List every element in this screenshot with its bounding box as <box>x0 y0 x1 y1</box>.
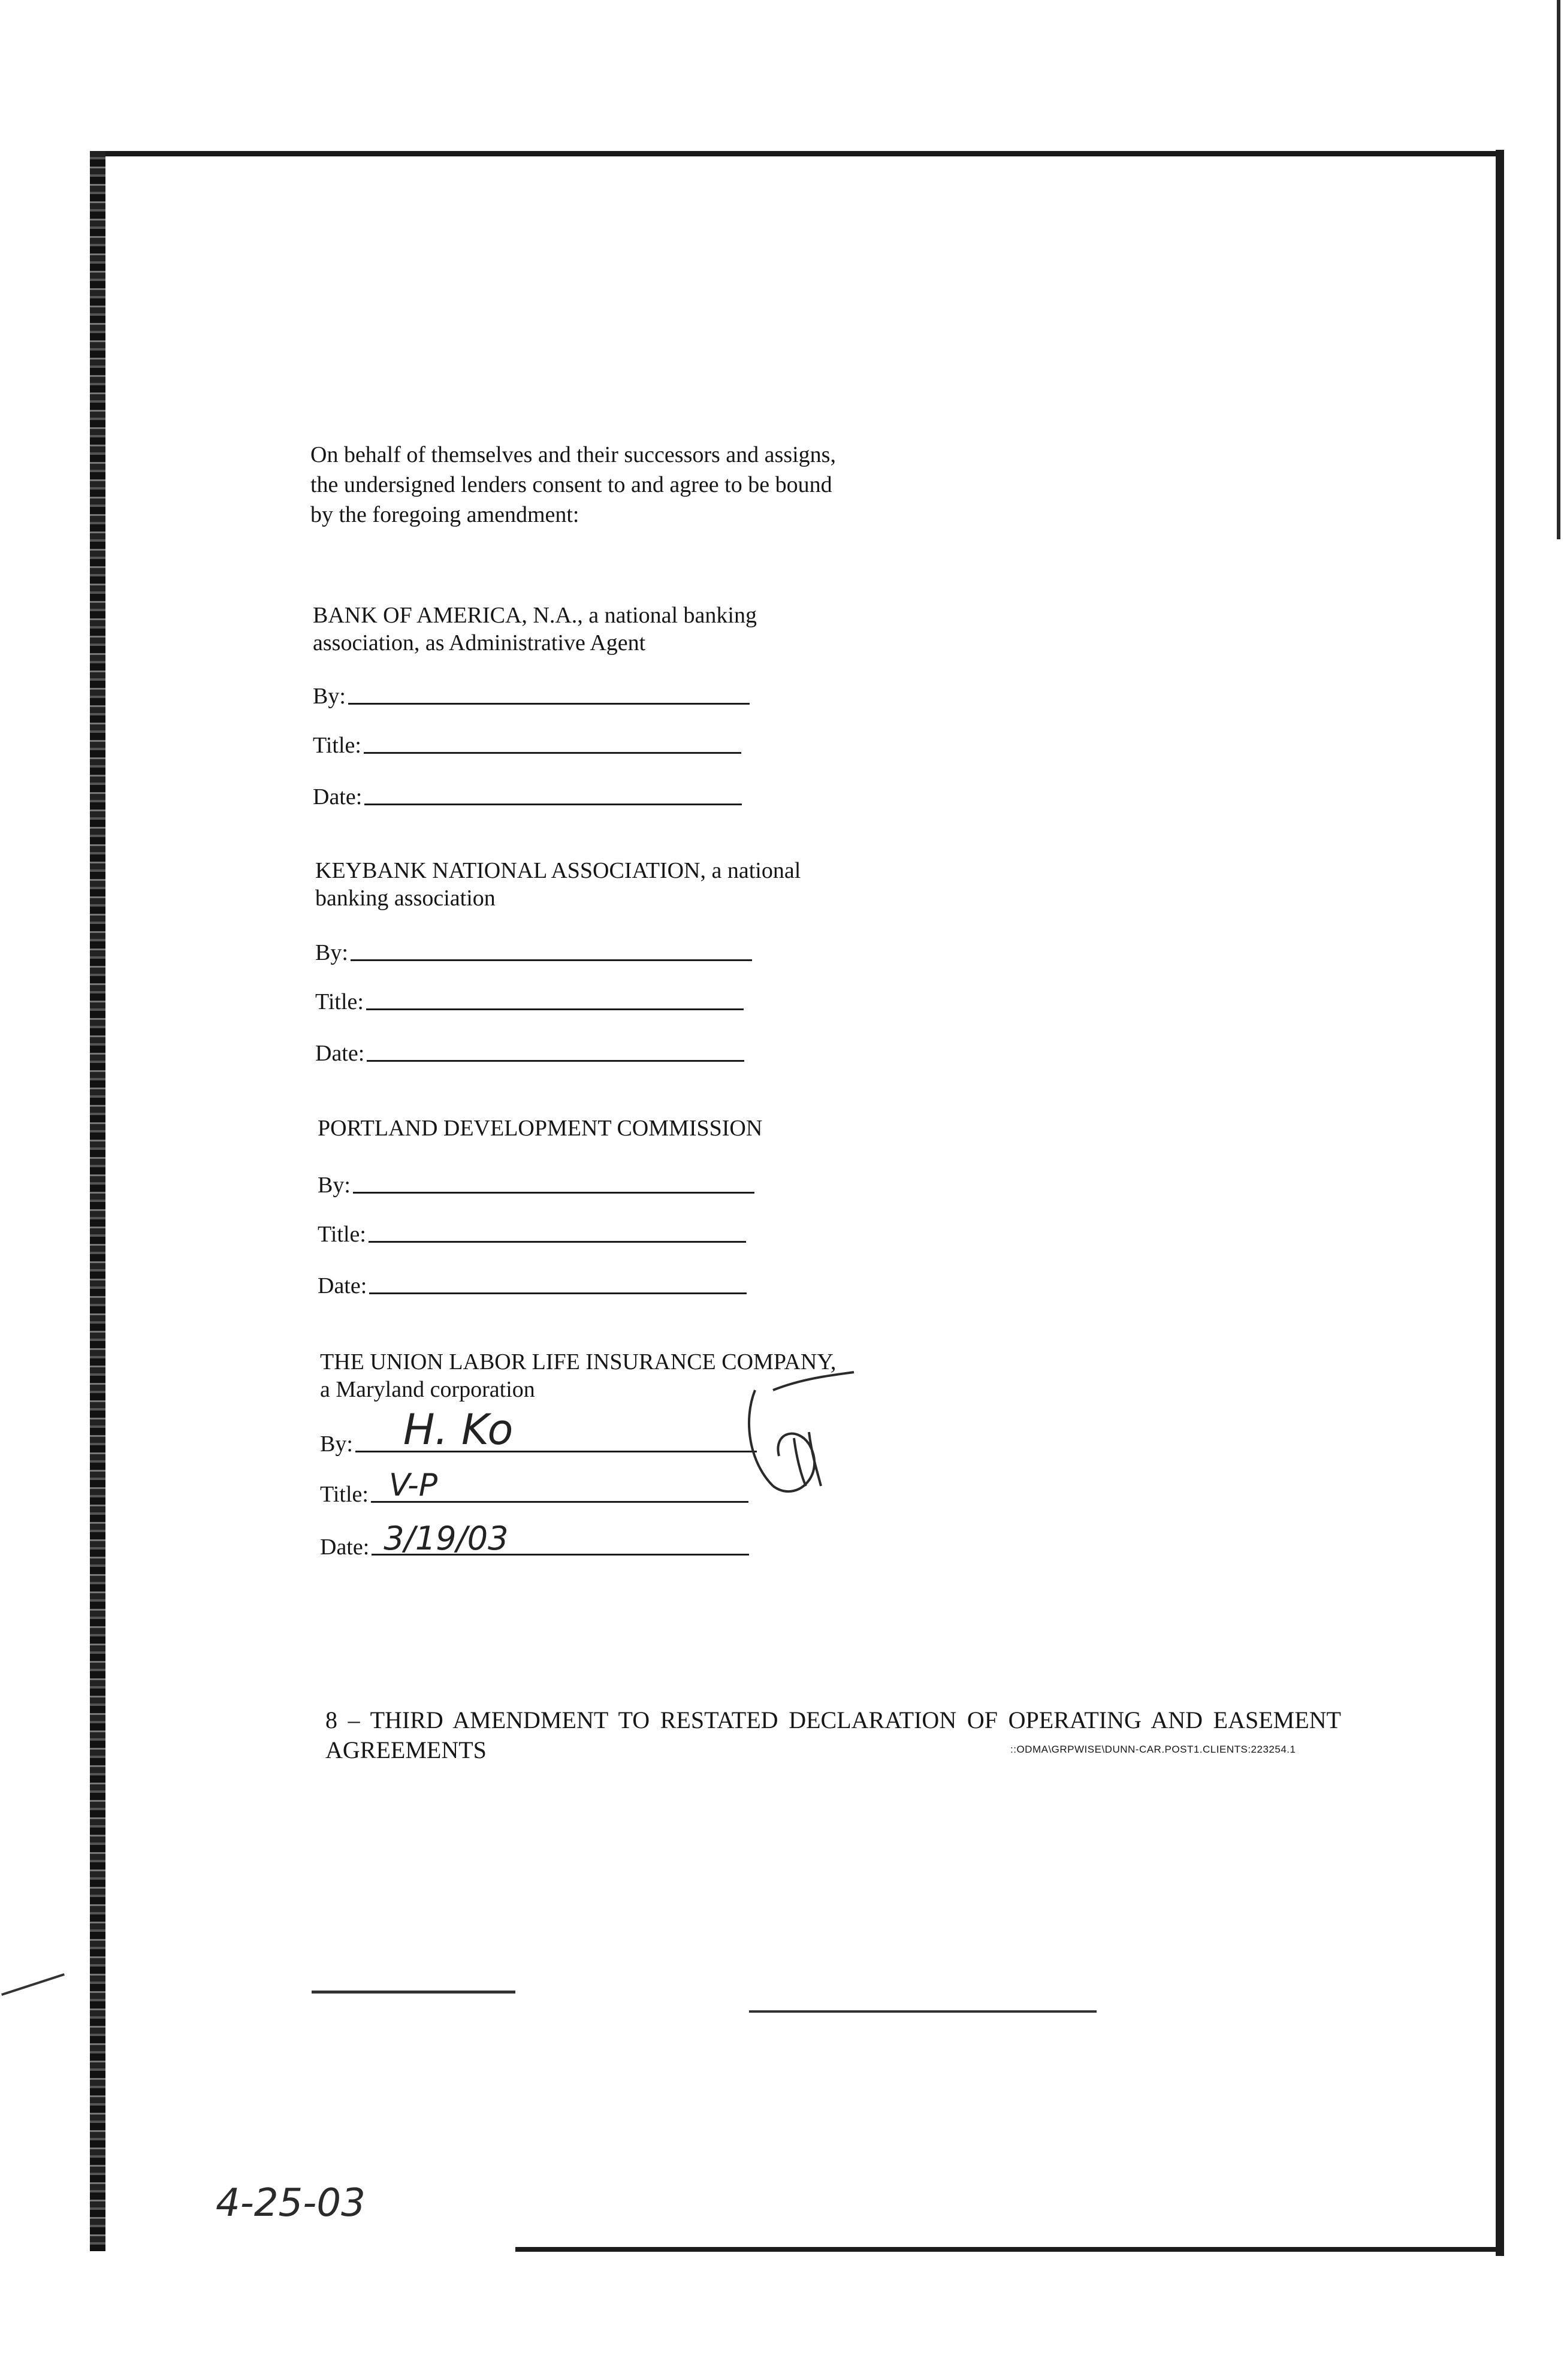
date-signature-line[interactable] <box>367 1059 744 1062</box>
intro-line: by the foregoing amendment: <box>310 502 579 527</box>
date-value: 3/19/03 <box>384 1520 509 1557</box>
by-signature-line[interactable] <box>353 1191 754 1194</box>
page-frame-left <box>90 151 105 2251</box>
by-label: By: <box>313 684 346 709</box>
title-field <box>318 1221 746 1248</box>
signatory-name-line: THE UNION LABOR LIFE INSURANCE COMPANY, <box>320 1349 837 1375</box>
by-field <box>320 1405 757 1457</box>
by-field <box>318 1172 754 1198</box>
title-field <box>313 732 741 759</box>
signatory-name <box>315 857 801 912</box>
by-signature-line[interactable] <box>355 1405 757 1454</box>
by-label: By: <box>315 940 348 965</box>
signatory-name-line: BANK OF AMERICA, N.A., a national banking <box>313 603 757 628</box>
title-label: Title: <box>320 1482 369 1507</box>
intro-line: the undersigned lenders consent to and agree to be bound <box>310 472 832 497</box>
date-label: Date: <box>313 784 363 810</box>
by-signature-line[interactable] <box>348 702 750 705</box>
date-label: Date: <box>318 1273 367 1298</box>
date-signature-line[interactable] <box>369 1292 747 1294</box>
by-field <box>313 683 750 709</box>
signatory-name-line: association, as Administrative Agent <box>313 630 646 656</box>
date-signature-line[interactable] <box>372 1520 749 1557</box>
signatory-name-line: banking association <box>315 886 496 911</box>
document-footer-title: 8 – THIRD AMENDMENT TO RESTATED DECLARATION OF OPERATING AND EASEMENT AGREEMENTS <box>325 1707 1341 1763</box>
intro-paragraph <box>310 440 836 530</box>
signatory-name <box>313 602 757 657</box>
by-signature-line[interactable] <box>351 959 752 961</box>
page-frame-right <box>1496 150 1504 2256</box>
title-label: Title: <box>313 733 361 758</box>
page-frame-bottom <box>515 2247 1504 2252</box>
date-label: Date: <box>315 1041 365 1066</box>
scan-artifact <box>749 2010 1097 2013</box>
intro-line: On behalf of themselves and their successors and assigns, <box>310 442 836 467</box>
date-field <box>318 1273 747 1299</box>
title-signature-line[interactable] <box>366 1008 744 1010</box>
date-label: Date: <box>320 1535 370 1560</box>
signatory-name <box>318 1115 762 1142</box>
initials-mark <box>737 1366 857 1504</box>
signatory-name-line: PORTLAND DEVELOPMENT COMMISSION <box>318 1116 763 1141</box>
page-frame-top <box>90 151 1501 156</box>
title-label: Title: <box>315 989 364 1014</box>
signatory-name-line: KEYBANK NATIONAL ASSOCIATION, a national <box>315 858 801 883</box>
by-label: By: <box>318 1173 351 1198</box>
by-label: By: <box>320 1431 353 1457</box>
title-signature-line[interactable] <box>364 751 741 754</box>
document-code: ::ODMA\GRPWISE\DUNN-CAR.POST1.CLIENTS:223254.1 <box>1010 1744 1296 1755</box>
scan-edge <box>1557 0 1560 539</box>
scan-artifact <box>312 1991 515 1994</box>
by-field <box>315 940 752 966</box>
scan-artifact <box>1 1973 65 1996</box>
date-field <box>315 1040 744 1067</box>
title-signature-line[interactable] <box>369 1240 746 1243</box>
title-field <box>315 989 744 1015</box>
signatory-name-line: a Maryland corporation <box>320 1377 535 1402</box>
date-signature-line[interactable] <box>364 803 742 805</box>
title-label: Title: <box>318 1222 366 1247</box>
title-value: V-P <box>388 1467 438 1503</box>
by-value: H. Ko <box>403 1405 514 1454</box>
date-field <box>320 1520 749 1560</box>
title-field <box>320 1467 748 1508</box>
title-signature-line[interactable] <box>371 1467 748 1503</box>
handwritten-date: 4-25-03 <box>216 2181 366 2225</box>
date-field <box>313 784 742 810</box>
